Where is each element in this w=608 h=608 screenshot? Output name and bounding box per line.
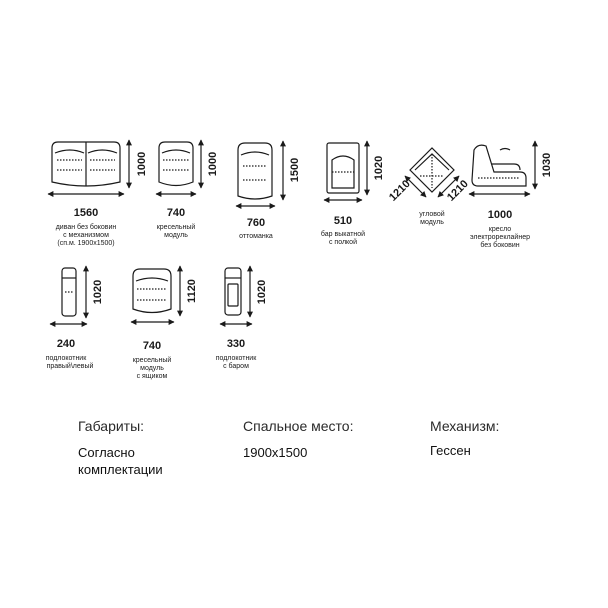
module-armrest-bar (216, 266, 268, 370)
armrest-caption-line1: подлокотник (45, 355, 87, 362)
sofa-caption-line2: с механизмом (63, 232, 109, 239)
sofa-caption-line1: диван без боковин (55, 224, 117, 231)
armchair-height: 1000 (207, 151, 219, 177)
recliner-width: 1000 (487, 209, 513, 221)
armrest-bar-caption-line2: с баром (223, 363, 249, 370)
ottoman-caption-line1: оттоманка (239, 233, 273, 240)
module-recliner (469, 141, 553, 249)
armchair-drawer-width: 740 (142, 340, 162, 352)
sofa-drawing (52, 142, 120, 186)
module-armchair-drawer (131, 266, 198, 380)
sofa-width: 1560 (73, 207, 99, 219)
armchair-drawing (159, 142, 193, 186)
dimensions-value (78, 444, 163, 478)
module-ottoman (236, 141, 301, 240)
sleeping-place-value: 1900x1500 (243, 445, 308, 460)
recliner-drawing (472, 145, 526, 186)
recliner-caption-line3: без боковин (480, 242, 520, 249)
armrest-bar-drawing (225, 268, 241, 315)
module-corner (387, 148, 471, 226)
armchair-drawer-caption-line3: с ящиком (136, 373, 168, 380)
bar-width: 510 (333, 215, 353, 227)
module-bar (321, 141, 385, 246)
recliner-caption-line1: кресло (488, 226, 512, 233)
armrest-width: 240 (56, 338, 76, 350)
ottoman-height: 1500 (289, 157, 301, 183)
dimensions-label: Габариты: (78, 418, 145, 434)
mechanism-label: Механизм: (430, 418, 500, 434)
ottoman-drawing (238, 143, 272, 199)
mechanism-value: Гессен (430, 443, 471, 458)
armchair-drawer-caption-line1: кресельный (132, 357, 172, 364)
corner-right-dim: 1210 (444, 177, 471, 204)
dimensions-value-line1: Согласно (78, 445, 135, 460)
corner-caption-line2: модуль (420, 219, 444, 226)
armchair-drawer-caption-line2: модуль (140, 365, 164, 372)
module-armchair (156, 140, 219, 239)
sofa-height: 1000 (136, 151, 148, 177)
module-sofa (48, 140, 148, 247)
armrest-drawing (62, 268, 76, 316)
bar-caption-line1: бар выкатной (320, 231, 366, 238)
bar-caption-line2: с полкой (328, 239, 358, 246)
armchair-width: 740 (166, 207, 186, 219)
armrest-bar-width: 330 (226, 338, 246, 350)
bar-drawing (327, 143, 359, 193)
sofa-caption-line3: (сп.м. 1900x1500) (57, 240, 115, 247)
armrest-caption-line2: правый\левый (46, 363, 94, 370)
armrest-height: 1020 (92, 279, 104, 305)
recliner-caption-line2: электрореклайнер (470, 234, 530, 241)
sleeping-place-label: Спальное место: (243, 418, 354, 434)
armchair-drawer-height: 1120 (186, 279, 198, 303)
corner-left-dim: 1210 (386, 177, 413, 204)
module-armrest (46, 266, 104, 370)
armrest-bar-height: 1020 (256, 279, 268, 305)
dimensions-value-line2: комплектации (78, 462, 163, 477)
armrest-bar-caption-line1: подлокотник (215, 355, 257, 362)
armchair-caption-line2: модуль (164, 232, 188, 239)
recliner-height: 1030 (541, 152, 553, 178)
ottoman-width: 760 (246, 217, 266, 229)
corner-caption-line1: угловой (419, 211, 445, 218)
bar-height: 1020 (373, 155, 385, 181)
armchair-caption-line1: кресельный (156, 224, 196, 231)
corner-drawing (410, 148, 454, 192)
armchair-drawer-drawing (133, 269, 171, 313)
